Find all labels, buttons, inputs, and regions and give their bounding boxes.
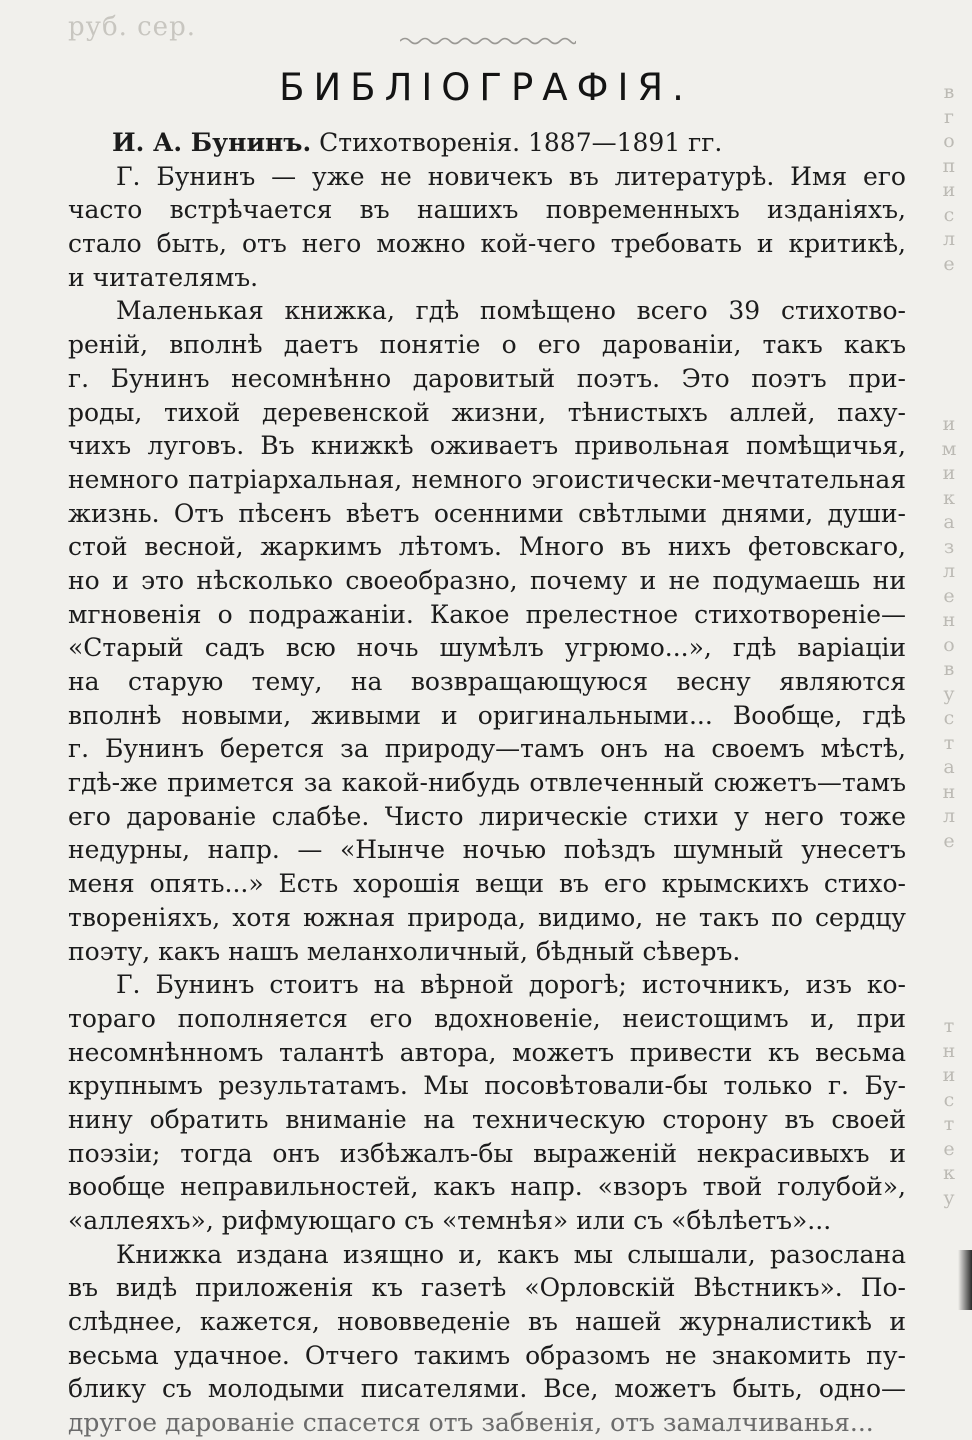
margin-letter: в: [943, 81, 955, 103]
text-line: «аллеяхъ», рифмующаго съ «темнѣя» или съ «бѣлѣетъ»...: [68, 1206, 832, 1235]
text-line: чихъ луговъ. Въ книжкѣ оживаетъ привольная помѣщичья,: [68, 431, 906, 461]
margin-letter: т: [943, 731, 955, 754]
text-line: реній, вполнѣ даетъ понятіе о его дарованіи, такъ какъ: [68, 330, 906, 360]
decorative-wave-ornament: [400, 36, 576, 46]
margin-letter: т: [943, 1015, 955, 1037]
text-line: Г. Бунинъ стоитъ на вѣрной дорогѣ; источникъ, изъ ко-: [116, 970, 906, 1000]
margin-letter: а: [943, 511, 955, 533]
margin-letter: у: [943, 682, 955, 705]
text-line: весьма удачное. Отчего такимъ образомъ не знакомить пу-: [68, 1340, 906, 1370]
margin-letter: н: [942, 780, 956, 803]
margin-letter: о: [943, 130, 955, 152]
text-line: на старую тему, на возвращающуюся весну являются: [68, 667, 906, 696]
text-line: Книжка издана изящно и, какъ мы слышали, разослана: [116, 1239, 906, 1269]
text-line: гдѣ-же примется за какой-нибудь отвлеченный сюжетъ—тамъ: [68, 768, 906, 798]
margin-letter: с: [943, 1088, 955, 1111]
margin-text-column-middle: [934, 412, 964, 853]
text-line: «Старый садъ всю ночь шумѣлъ угрюмо...», гдѣ варіаціи: [68, 633, 906, 663]
review-author: И. А. Бунинъ.: [112, 128, 312, 157]
margin-letter: г: [944, 105, 954, 128]
text-line: часто встрѣчается въ нашихъ повременныхъ изданіяхъ,: [68, 195, 906, 225]
paragraph-lines: [68, 160, 906, 1440]
page-title: БИБЛIОГРАФIЯ.: [279, 66, 693, 109]
margin-letter: п: [942, 154, 956, 177]
text-line: немного патріархальная, немного эгоистически-мечтательная: [68, 464, 906, 494]
scan-edge-shadow: [958, 1250, 972, 1310]
margin-letter: у: [943, 1186, 955, 1209]
margin-letter: з: [943, 535, 955, 558]
text-line: вообще неправильностей, какъ напр. «взоръ твой голубой»,: [68, 1172, 906, 1202]
text-line: г. Бунинъ несомнѣнно даровитый поэтъ. Это поэтъ при-: [68, 363, 906, 393]
header-fragment: руб. сер.: [68, 12, 196, 42]
text-line: мгновенія о подражаніи. Какое прелестное стихотвореніе—: [68, 599, 906, 629]
margin-letter: л: [942, 228, 956, 250]
text-line: г. Бунинъ берется за природу—тамъ онъ на своемъ мѣстѣ,: [68, 734, 906, 764]
text-line: роды, тихой деревенской жизни, тѣнистыхъ аллей, паху-: [68, 397, 906, 427]
text-line: поэту, какъ нашъ меланхоличный, бѣдный сѣверъ.: [68, 936, 741, 966]
margin-letter: н: [942, 609, 956, 631]
text-line: но и это нѣсколько своеобразно, почему и не подумаешь ни: [68, 565, 906, 595]
text-line: его дарованіе слабѣе. Чисто лирическіе стихи у него тоже: [68, 801, 906, 831]
text-line: несомнѣнномъ талантѣ автора, можетъ привести къ весьма: [68, 1037, 906, 1067]
margin-letter: к: [943, 486, 955, 509]
margin-letter: м: [941, 437, 957, 460]
text-line: нину обратить вниманіе на техническую сторону въ своей: [68, 1104, 906, 1134]
margin-text-column-bottom: [934, 1014, 964, 1210]
margin-letter: с: [943, 203, 955, 226]
article-body: [68, 126, 906, 1440]
text-line: недурны, напр. — «Нынче ночью поѣздъ шумный унесетъ: [68, 835, 906, 865]
text-line: стало быть, отъ него можно кой-чего требовать и критикѣ,: [68, 229, 906, 259]
text-line: тораго пополняется его вдохновеніе, неистощимъ и, при: [68, 1003, 906, 1033]
text-line: поэзіи; тогда онъ избѣжалъ-бы выраженій некрасивыхъ и: [68, 1138, 906, 1168]
text-line: твореніяхъ, хотя южная природа, видимо, не такъ по сердцу: [68, 902, 906, 932]
margin-letter: и: [942, 413, 956, 435]
margin-letter: к: [943, 1162, 955, 1184]
margin-letter: о: [943, 633, 955, 656]
margin-letter: н: [942, 1039, 956, 1062]
margin-letter: е: [943, 584, 955, 607]
text-line: Маленькая книжка, гдѣ помѣщено всего 39 стихотво-: [116, 296, 906, 326]
text-line: и читателямъ.: [68, 262, 259, 292]
margin-letter: и: [942, 462, 956, 484]
text-line: крупнымъ результатамъ. Мы посовѣтовали-бы только г. Бу-: [68, 1071, 906, 1101]
margin-letter: в: [943, 658, 955, 680]
margin-letter: л: [942, 560, 956, 582]
review-heading: [68, 126, 906, 160]
text-line: блику съ молодыми писателями. Все, можетъ быть, одно—: [68, 1374, 906, 1404]
margin-letter: л: [942, 805, 956, 827]
margin-text-column-top: [934, 80, 964, 276]
review-work-title: Стихотворенія. 1887—1891 гг.: [319, 128, 723, 157]
text-line: другое дарованіе спасется отъ забвенія, отъ замалчиванья...: [68, 1408, 874, 1438]
text-line: слѣднее, кажется, нововведеніе въ нашей журналистикѣ и: [68, 1307, 906, 1337]
margin-letter: с: [943, 707, 955, 729]
text-line: Г. Бунинъ — уже не новичекъ въ литературѣ. Имя его: [116, 161, 906, 191]
margin-letter: е: [943, 829, 955, 852]
margin-letter: и: [942, 1064, 956, 1086]
text-line: стой весной, жаркимъ лѣтомъ. Много въ нихъ фетовскаго,: [68, 532, 906, 562]
text-line: вполнѣ новыми, живыми и оригинальными... Вообще, гдѣ: [68, 700, 906, 730]
margin-letter: е: [943, 252, 955, 275]
text-line: жизнь. Отъ пѣсенъ вѣетъ осенними свѣтлыми днями, души-: [68, 498, 906, 528]
text-line: въ видѣ приложенія къ газетѣ «Орловскій Вѣстникъ». По-: [68, 1273, 906, 1303]
margin-letter: и: [942, 179, 956, 201]
margin-letter: е: [943, 1137, 955, 1160]
margin-letter: т: [943, 1113, 955, 1135]
margin-letter: а: [943, 756, 955, 778]
text-line: меня опять...» Есть хорошія вещи въ его крымскихъ стихо-: [68, 869, 906, 899]
